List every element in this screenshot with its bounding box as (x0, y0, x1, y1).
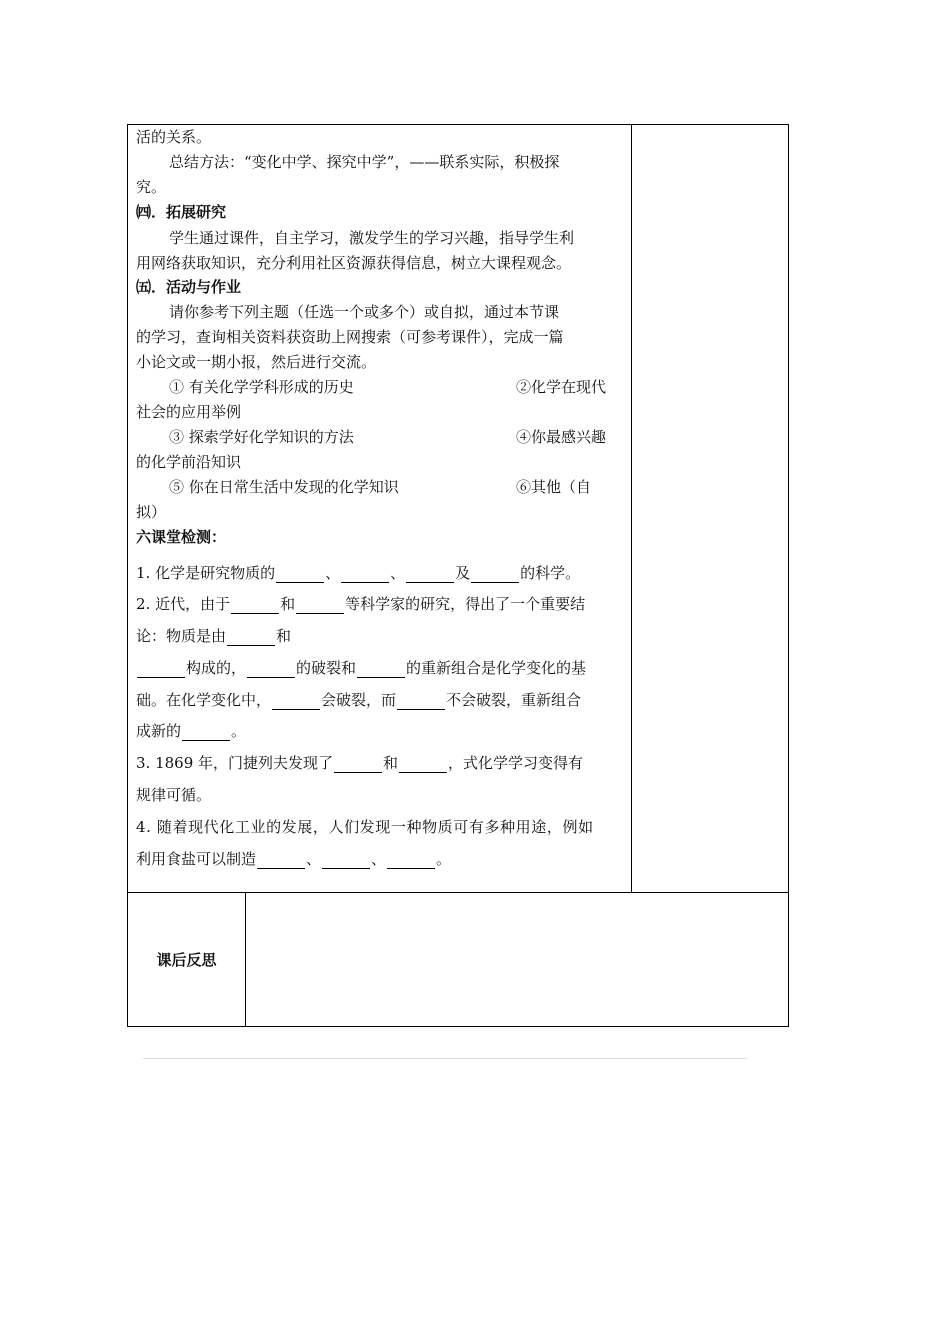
fill-blank (247, 661, 295, 678)
topic-4: ④你最感兴趣 (516, 428, 607, 446)
question-2-cont2: 构成的， 的破裂和 的重新组合是化学变化的基 (136, 658, 586, 678)
question-3-cont: 规律可循。 (136, 786, 212, 804)
topic-2-cont: 社会的应用举例 (136, 403, 242, 421)
fill-blank (137, 661, 185, 678)
fill-blank (341, 566, 389, 583)
topic-6-cont: 拟） (136, 503, 167, 521)
topic-3: ③ 探索学好化学知识的方法 (169, 428, 354, 446)
section4-heading: ㈣．拓展研究 (136, 203, 227, 221)
fill-blank (231, 597, 279, 614)
topic-2: ②化学在现代 (516, 378, 607, 396)
section5-text-cont2: 小论文或一期小报，然后进行交流。 (136, 353, 377, 371)
question-4-cont: 利用食盐可以制造 、 、 。 (136, 850, 452, 868)
section5-text-cont: 的学习，查询相关资料获资助上网搜索（可参考课件），完成一篇 (136, 328, 564, 346)
q3-text: 3. 1869 年，门捷列夫发现了 (136, 754, 334, 772)
fill-blank (406, 566, 454, 583)
fill-blank (182, 724, 230, 741)
fill-blank (387, 852, 435, 869)
column-divider (245, 893, 246, 1026)
question-2-cont: 论：物质是由 和 (136, 627, 292, 645)
fill-blank (296, 597, 344, 614)
fill-blank (276, 566, 324, 583)
fill-blank (397, 693, 445, 710)
question-2-cont4: 成新的 。 (136, 722, 247, 740)
summary-method-line: 总结方法：“变化中学、探究中学”，——联系实际，积极探 (169, 153, 560, 171)
section6-heading: 六课堂检测： (136, 528, 227, 546)
topic-1: ① 有关化学学科形成的历史 (169, 378, 354, 396)
fill-blank (471, 566, 519, 583)
section4-text-cont: 用网络获取知识，充分利用社区资源获得信息，树立大课程观念。 (136, 254, 572, 272)
summary-method-line-cont: 究。 (136, 178, 167, 196)
column-divider (631, 125, 632, 893)
question-3: 3. 1869 年，门捷列夫发现了 和 ，式化学学习变得有 (136, 754, 584, 772)
fill-blank (399, 756, 447, 773)
topic-6: ⑥其他（自 (516, 478, 592, 496)
fill-blank (257, 852, 305, 869)
section5-heading: ㈤．活动与作业 (136, 278, 242, 296)
section4-text: 学生通过课件，自主学习，激发学生的学习兴趣，指导学生利 (169, 229, 575, 247)
fill-blank (334, 756, 382, 773)
topic-4-cont: 的化学前沿知识 (136, 453, 242, 471)
page-divider (143, 1058, 747, 1059)
question-1: 1. 化学是研究物质的 、 、 及 的科学。 (136, 564, 581, 582)
question-4: 4. 随着现代化工业的发展，人们发现一种物质可有多种用途，例如 (136, 818, 594, 836)
question-2-cont3: 础。在化学变化中， 会破裂，而 不会破裂，重新组合 (136, 691, 582, 709)
topic-5: ⑤ 你在日常生活中发现的化学知识 (169, 478, 399, 496)
fill-blank (272, 693, 320, 710)
reflection-label: 课后反思 (156, 951, 217, 969)
intro-line: 活的关系。 (136, 128, 212, 146)
section5-text: 请你参考下列主题（任选一个或多个）或自拟，通过本节课 (169, 303, 560, 321)
fill-blank (322, 852, 370, 869)
reflection-row (127, 892, 789, 1027)
fill-blank (357, 661, 405, 678)
fill-blank (227, 629, 275, 646)
question-2: 2. 近代，由于 和 等科学家的研究，得出了一个重要结 (136, 595, 586, 613)
q1-text: 1. 化学是研究物质的 (136, 564, 276, 582)
q2-text: 2. 近代，由于 (136, 595, 231, 613)
